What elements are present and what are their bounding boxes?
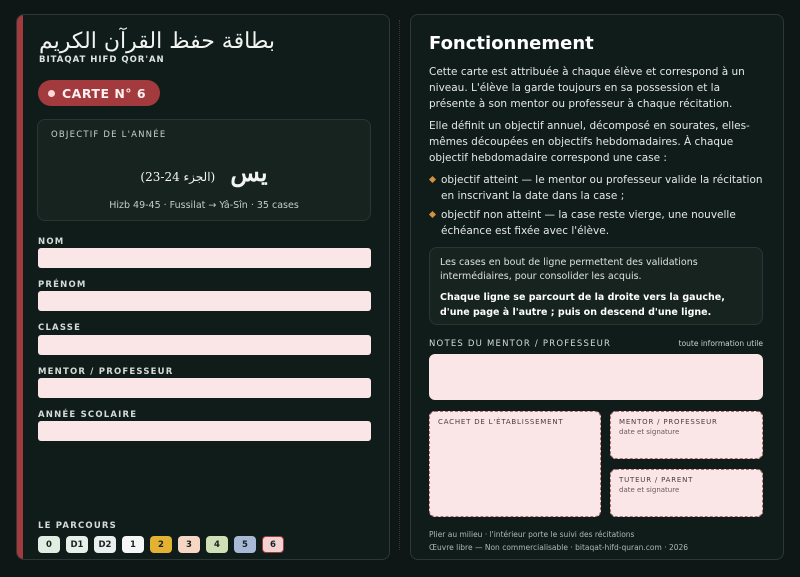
- parcours-chip: 1: [122, 536, 144, 553]
- establishment-stamp-box[interactable]: [429, 411, 601, 517]
- diamond-bullet-icon: [429, 211, 436, 218]
- parcours-chips: [38, 536, 284, 553]
- notes-field[interactable]: [429, 354, 763, 400]
- bullet-not-achieved-text: objectif non atteint — la case reste vierge, une nouvelle échéance est fixée avec l'élève.: [441, 209, 736, 237]
- diamond-bullet-icon: [429, 176, 436, 183]
- card-back-panel: [410, 14, 784, 560]
- notes-hint: toute information utile: [678, 339, 763, 348]
- mentor-signature-box[interactable]: [610, 411, 763, 459]
- mentor-signature-label: MENTOR / PROFESSEUR: [619, 418, 718, 426]
- fold-line: [399, 20, 401, 550]
- info-validation-text: Les cases en bout de ligne permettent des validations intermédiaires, pour consolider les acquis.: [440, 257, 698, 282]
- info-box: [429, 247, 763, 325]
- stamp-label: CACHET DE L'ÉTABLISSEMENT: [438, 418, 564, 426]
- nom-field[interactable]: [38, 248, 371, 268]
- section-title: Fonctionnement: [429, 33, 594, 54]
- surah-name: يس: [230, 158, 268, 187]
- mentor-signature-sub: date et signature: [619, 428, 680, 436]
- transliteration: BITAQAT HIFD QOR'AN: [39, 55, 165, 65]
- parcours-label: LE PARCOURS: [38, 521, 117, 531]
- fold-instruction: Plier au milieu · l'intérieur porte le suivi des récitations: [429, 530, 635, 539]
- nom-label: NOM: [38, 237, 65, 247]
- notes-label: NOTES DU MENTOR / PROFESSEUR: [429, 339, 612, 349]
- accent-bar: [17, 15, 23, 559]
- objective-surah: [38, 158, 370, 187]
- parcours-chip: 5: [234, 536, 256, 553]
- prenom-label: PRÉNOM: [38, 280, 87, 290]
- parcours-chip: D2: [94, 536, 116, 553]
- tutor-signature-label: TUTEUR / PARENT: [619, 476, 694, 484]
- parcours-chip: 3: [178, 536, 200, 553]
- classe-field[interactable]: [38, 335, 371, 355]
- objective-paragraph: Elle définit un objectif annuel, décomposé en sourates, elles-mêmes découpées en objectifs hebdomadaires. À chaque objectif hebdomadaire correspond une case :: [429, 120, 750, 164]
- objective-detail: Hizb 49-45 · Fussilat → Yâ-Sîn · 35 cases: [109, 200, 299, 211]
- license-footer: Œuvre libre — Non commercialisable · bitaqat-hifd-quran.com · 2026: [429, 543, 689, 552]
- bullet-achieved: [429, 172, 769, 204]
- arabic-title: بطاقة حفظ القرآن الكريم: [39, 29, 275, 54]
- parcours-chip: 4: [206, 536, 228, 553]
- mentor-field[interactable]: [38, 378, 371, 398]
- tutor-signature-box[interactable]: [610, 469, 763, 517]
- juz-range: (الجزء 24-23): [140, 170, 216, 184]
- parcours-chip: 0: [38, 536, 60, 553]
- bullet-not-achieved: [429, 207, 769, 239]
- card-number-badge: [38, 80, 160, 106]
- prenom-field[interactable]: [38, 291, 371, 311]
- objective-title: OBJECTIF DE L'ANNÉE: [51, 130, 167, 140]
- card-number-label: CARTE N° 6: [62, 85, 147, 101]
- annee-field[interactable]: [38, 421, 371, 441]
- parcours-chip: 6: [262, 536, 284, 553]
- card-front-panel: [16, 14, 390, 560]
- annee-label: ANNÉE SCOLAIRE: [38, 410, 138, 420]
- objective-box: [37, 119, 371, 221]
- bullet-achieved-text: objectif atteint — le mentor ou professeur valide la récitation en inscrivant la date dans la case ;: [441, 174, 763, 202]
- tutor-signature-sub: date et signature: [619, 486, 680, 494]
- parcours-chip: D1: [66, 536, 88, 553]
- intro-paragraph: Cette carte est attribuée à chaque élève et correspond à un niveau. L'élève la garde toujours en sa possession et la présente à son mentor ou professeur à chaque récitation.: [429, 66, 745, 110]
- mentor-label: MENTOR / PROFESSEUR: [38, 367, 174, 377]
- classe-label: CLASSE: [38, 323, 82, 333]
- info-reading-order-text: Chaque ligne se parcourt de la droite vers la gauche, d'une page à l'autre ; puis on descend d'une ligne.: [440, 292, 725, 318]
- parcours-chip: 2: [150, 536, 172, 553]
- badge-dot-icon: [48, 90, 55, 97]
